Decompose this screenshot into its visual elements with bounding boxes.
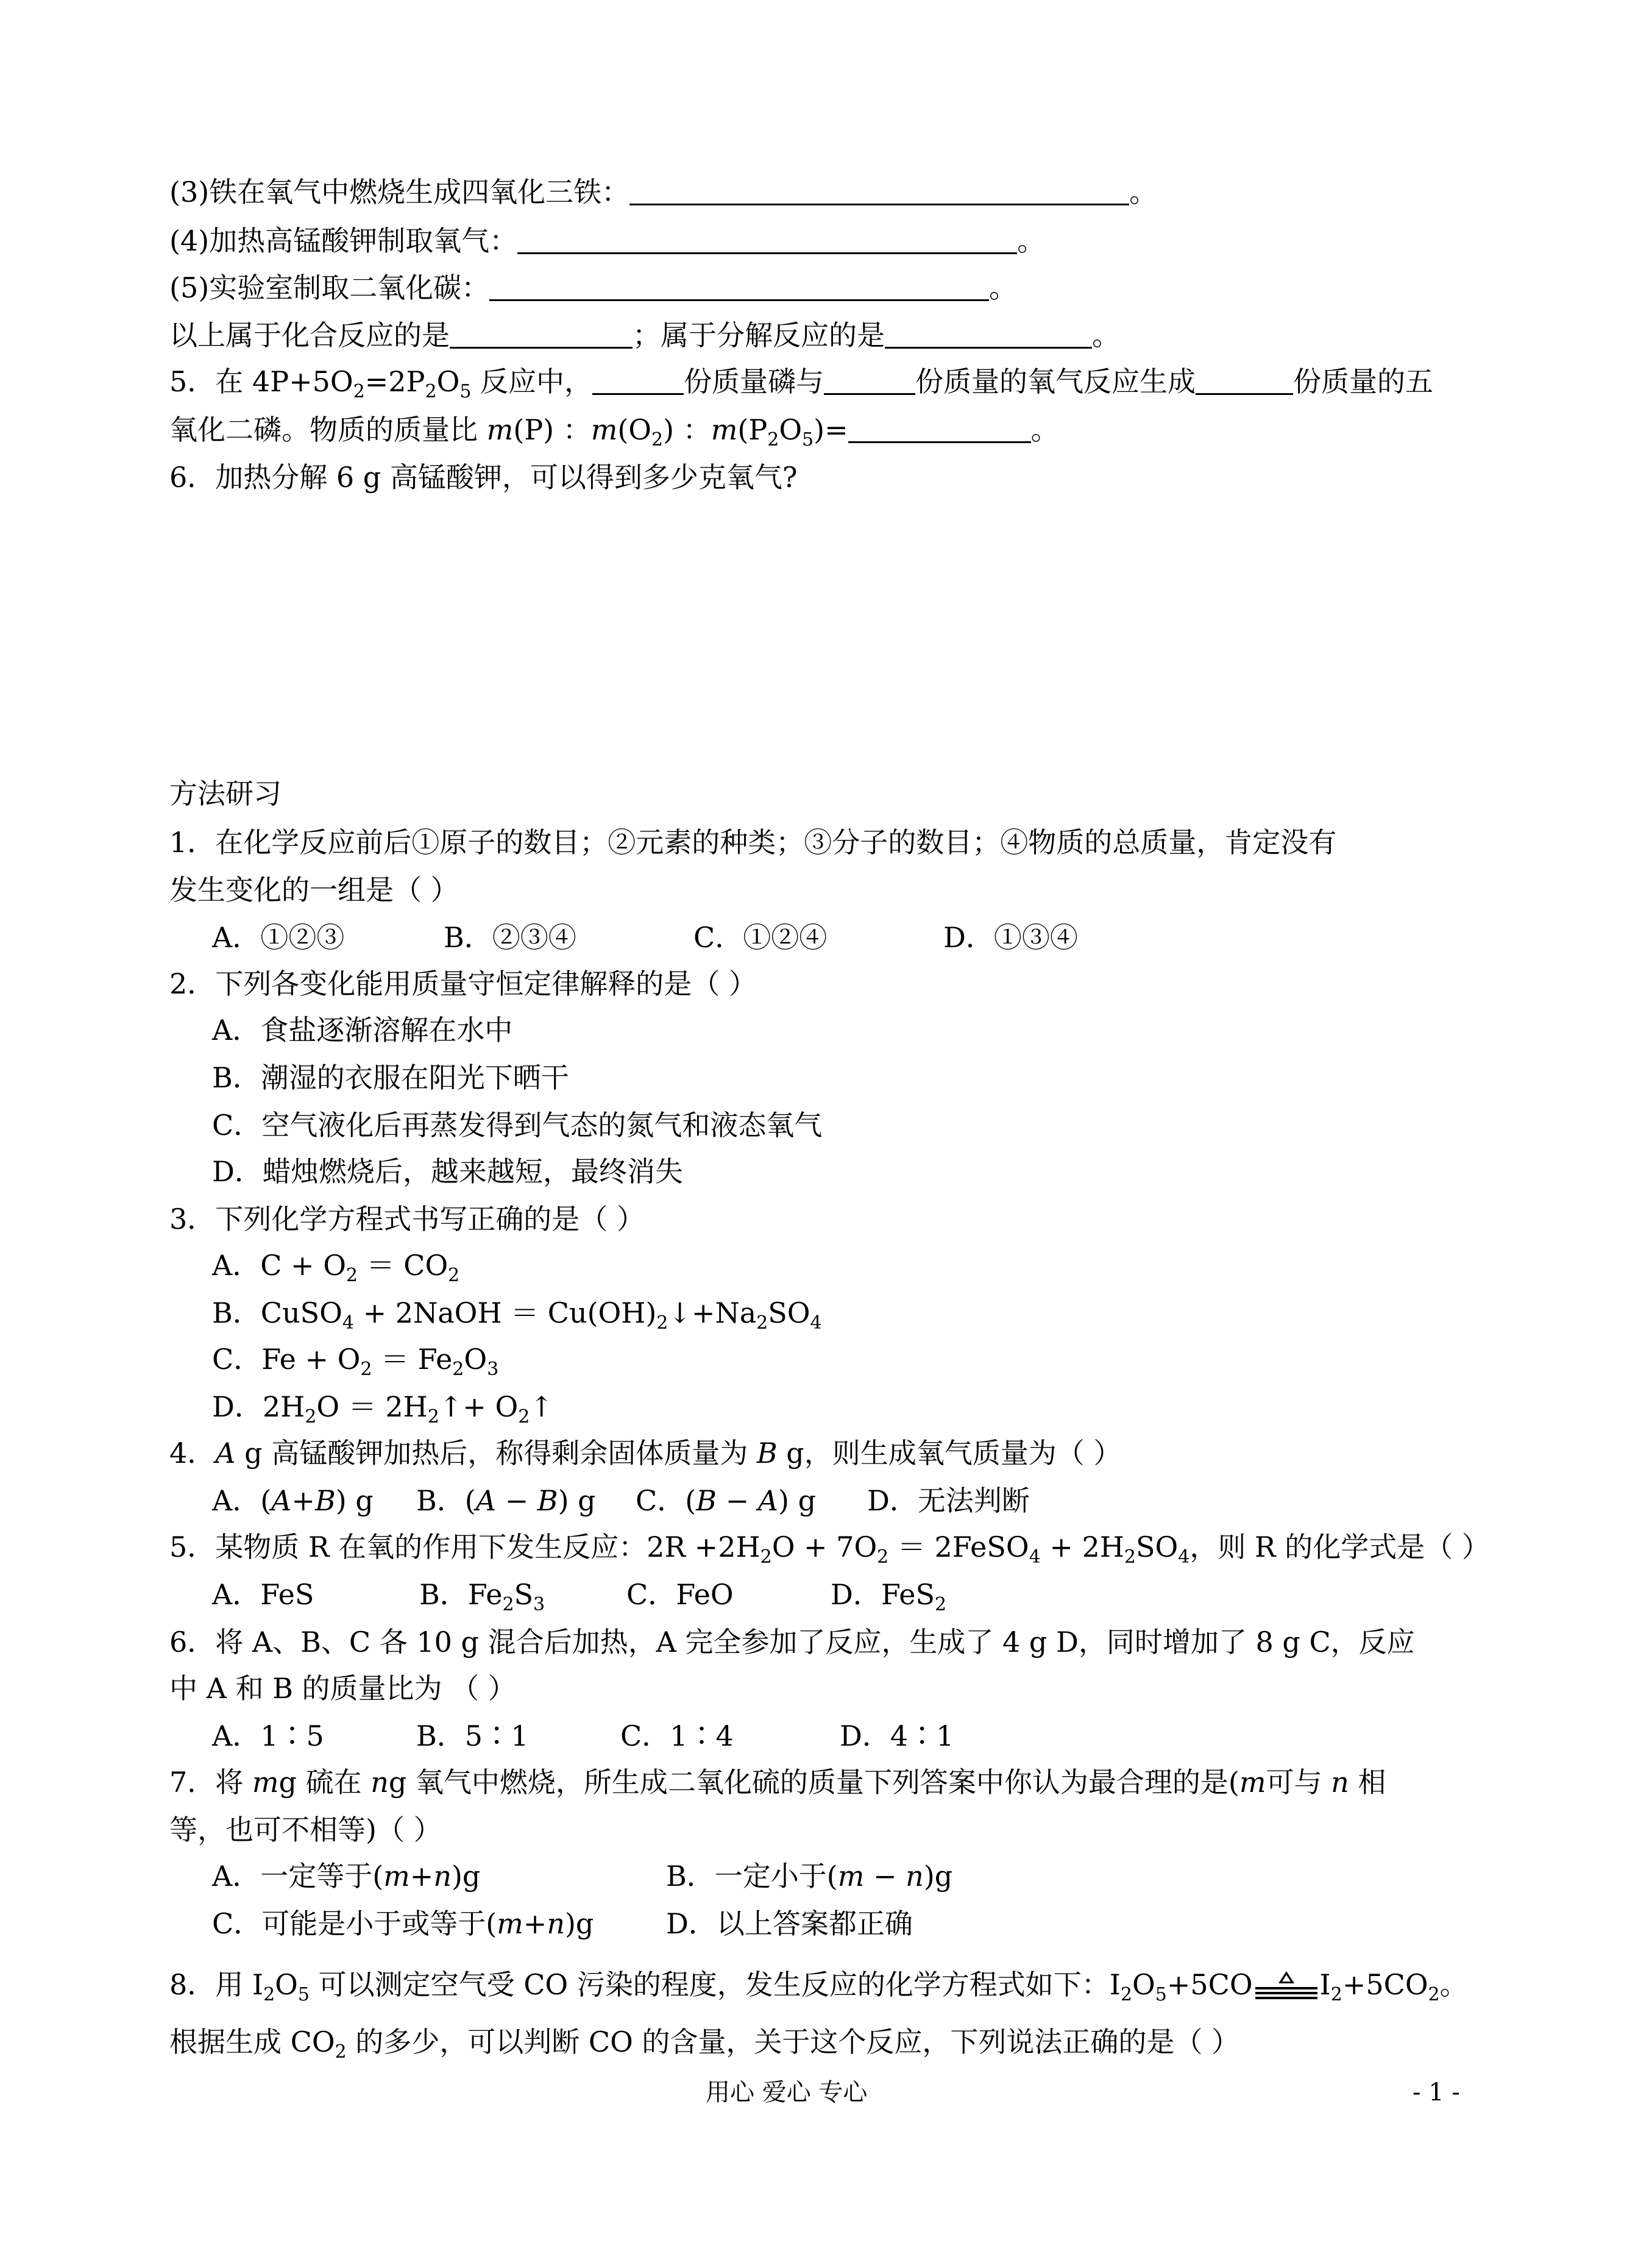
sub: 5 (1155, 1984, 1167, 2005)
close: )g (564, 1907, 594, 1940)
q6-top-text: 6．加热分解 6 g 高锰酸钾，可以得到多少克氧气? (169, 461, 798, 494)
var-b: B (314, 1484, 336, 1517)
d-pre: D．FeS (831, 1578, 935, 1611)
option-a[interactable] (212, 1482, 416, 1519)
m8-e: I (1319, 1968, 1331, 2001)
q4-summary (169, 317, 1120, 354)
m5-end: ，则 R 的化学式是（ ） (1190, 1530, 1490, 1563)
m4-stem1: g 高锰酸钾加热后，称得剩余固体质量为 (235, 1437, 757, 1470)
option-d[interactable] (831, 1576, 946, 1613)
var-b: B (696, 1484, 717, 1517)
item4-blank[interactable] (517, 228, 1017, 254)
m8-pre: 8．用 I (169, 1968, 264, 2001)
sub: 2 (502, 1594, 514, 1615)
m7-c: g 氧气中燃烧，所生成二氧化硫的质量下列答案中你认为最合理的是( (388, 1766, 1239, 1799)
option-d[interactable]: D．无法判断 (867, 1484, 1030, 1517)
m4-options (212, 1482, 1030, 1519)
m7-a: 7．将 (169, 1766, 252, 1799)
minus: − (495, 1484, 537, 1517)
m8-l2-post: 的多少，可以判断 CO 的含量，关于这个反应，下列说法正确的是（ ） (346, 2025, 1240, 2058)
plus: + (291, 1484, 315, 1517)
item3-label: (3)铁在氧气中燃烧生成四氧化三铁： (169, 176, 630, 208)
o2-close: ) ： (663, 413, 711, 446)
var-m: m (383, 1860, 410, 1893)
phosphorus-blank[interactable] (592, 369, 684, 395)
option-b[interactable] (419, 1576, 626, 1613)
m4-stem (169, 1435, 1121, 1471)
var-a: A (757, 1484, 778, 1517)
option-c[interactable]: C．FeO (626, 1578, 734, 1611)
m7-options-cd (212, 1905, 913, 1942)
sub: 2 (335, 2041, 347, 2063)
sub: 4 (1178, 1546, 1190, 1568)
m7-options-ab (212, 1858, 952, 1894)
p-part: (P) ： (513, 413, 591, 446)
m2-stem: 2．下列各变化能用质量守恒定律解释的是（ ） (169, 967, 757, 1000)
m8-g: 。 (1439, 1968, 1468, 2001)
p2o5-o: O (779, 413, 803, 446)
m7-e: 相 (1349, 1766, 1386, 1799)
sub: 5 (802, 429, 814, 450)
d-up2: ↑ (530, 1390, 553, 1423)
option-c[interactable]: C．空气液化后再蒸发得到气态的氮气和液态氧气 (212, 1109, 823, 1142)
opt-pre: A．( (212, 1484, 272, 1517)
sub: 2 (651, 429, 664, 450)
sub: 2 (1428, 1984, 1440, 2005)
minus: − (716, 1484, 758, 1517)
item5-blank[interactable] (489, 275, 989, 301)
m5-pre: 5．某物质 R 在氧的作用下发生反应：2R +2H (169, 1530, 760, 1563)
plus: + (523, 1907, 547, 1940)
sub: 4 (810, 1312, 822, 1334)
plus: + (410, 1860, 434, 1893)
q5-line2-text: 氧化二磷。物质的质量比 (169, 413, 487, 446)
footer-motto: 用心 爱心 专心 (706, 2078, 868, 2106)
option-b[interactable]: B．②③④ (444, 921, 576, 954)
b-so: SO (768, 1296, 810, 1329)
m6-line2: 中 A 和 B 的质量比为 （ ） (169, 1672, 516, 1705)
sub: 2 (346, 1265, 358, 1286)
option-d[interactable]: D．①③④ (943, 921, 1078, 954)
sub: 2 (877, 1546, 889, 1568)
seg3: 份质量的五 (1293, 365, 1434, 398)
m8-line2 (169, 2024, 1240, 2063)
item3-blank[interactable] (629, 179, 1129, 205)
opt-pre: C．可能是小于或等于( (212, 1907, 497, 1940)
option-a[interactable] (212, 1858, 666, 1894)
c-o: O (464, 1343, 488, 1376)
m1-options (212, 919, 1078, 956)
p2o5-close: )= (814, 413, 848, 446)
opt-pre: A．一定等于( (212, 1860, 384, 1893)
var-m: m (252, 1766, 279, 1799)
var-b: B (756, 1437, 778, 1470)
d-mid: O ＝ 2H (316, 1390, 428, 1423)
b-mid: + 2NaOH ＝ Cu(OH) (353, 1296, 657, 1329)
mass-symbol: m (590, 413, 618, 446)
m5-options (212, 1576, 946, 1613)
sub: 4 (1029, 1546, 1041, 1568)
m5-stem (169, 1529, 1490, 1568)
decomposition-blank[interactable] (885, 322, 1092, 349)
m7-b: g 硫在 (278, 1766, 371, 1799)
option-d[interactable]: D．蜡烛燃烧后，越来越短，最终消失 (212, 1155, 683, 1188)
q5-line1 (169, 363, 1433, 400)
sub: 2 (1124, 1546, 1136, 1568)
d-up1: ↑+ O (439, 1390, 519, 1423)
sub: 3 (487, 1359, 499, 1380)
m7-d: 可与 (1266, 1766, 1331, 1799)
option-b[interactable] (212, 1295, 822, 1334)
close: )g (451, 1860, 481, 1893)
mass-symbol: m (486, 413, 514, 446)
var-n: n (370, 1766, 389, 1799)
opt-close: ) g (558, 1484, 596, 1517)
m8-l2-pre: 根据生成 CO (169, 2025, 335, 2058)
a-pre: A．C + O (212, 1249, 346, 1282)
c-mid: ＝ Fe (372, 1343, 453, 1376)
m5-mid3: + 2H (1040, 1530, 1124, 1563)
q4-item5 (169, 269, 1017, 306)
option-d[interactable]: D．4∶1 (840, 1719, 954, 1752)
sub: 2 (425, 381, 437, 402)
m8-c: O (1132, 1968, 1155, 2001)
m5-mid2: ＝ 2FeSO (888, 1530, 1029, 1563)
item4-label: (4)加热高锰酸钾制取氧气： (169, 224, 518, 257)
var-n: n (547, 1907, 565, 1940)
b-pre: B．Fe (419, 1578, 503, 1611)
product-blank[interactable] (1196, 369, 1293, 395)
m1-line2: 发生变化的一组是（ ） (169, 873, 459, 906)
sub: 2 (1120, 1984, 1133, 2005)
m8-a: O (275, 1968, 298, 2001)
option-a[interactable]: A．①②③ (212, 921, 345, 954)
b-s: S (514, 1578, 534, 1611)
m8-d: +5CO (1166, 1968, 1253, 2001)
end-mark: 。 (1030, 413, 1059, 446)
m4-num: 4． (169, 1437, 216, 1470)
option-c[interactable] (212, 1341, 498, 1378)
sub: 2 (452, 1359, 464, 1380)
option-a[interactable]: A．食盐逐渐溶解在水中 (212, 1014, 513, 1047)
oxygen-blank[interactable] (824, 369, 915, 395)
m1-line1: 1．在化学反应前后①原子的数目；②元素的种类；③分子的数目；④物质的总质量，肯定没有 (169, 826, 1337, 859)
option-b[interactable] (666, 1858, 952, 1894)
var-a: A (475, 1484, 496, 1517)
m6-options (212, 1718, 954, 1754)
sub: 2 (448, 1265, 460, 1286)
option-d[interactable] (212, 1388, 553, 1425)
var-b: B (537, 1484, 558, 1517)
opt-pre: B．一定小于( (666, 1860, 838, 1893)
mass-symbol: m (711, 413, 738, 446)
sub: 4 (342, 1312, 354, 1334)
var-n: n (1331, 1766, 1349, 1799)
m3-stem: 3．下列化学方程式书写正确的是（ ） (169, 1203, 645, 1235)
end-mark: 。 (989, 271, 1018, 304)
summary-part1: 以上属于化合反应的是 (169, 319, 450, 352)
summary-part2: ；属于分解反应的是 (633, 319, 885, 352)
m8-b: 可以测定空气受 CO 污染的程度，发生反应的化学方程式如下：I (309, 1968, 1121, 2001)
option-b[interactable]: B．潮湿的衣服在阳光下晒干 (212, 1061, 569, 1094)
opt-pre: C．( (636, 1484, 697, 1517)
after-eq: 反应中， (471, 365, 593, 398)
var-m: m (837, 1860, 865, 1893)
option-b[interactable]: B．5∶1 (416, 1719, 529, 1752)
minus: − (864, 1860, 906, 1893)
close: )g (923, 1860, 953, 1893)
eq-o: O (436, 365, 460, 398)
sub: 2 (518, 1406, 530, 1427)
sub: 2 (305, 1406, 317, 1427)
end-mark: 。 (1092, 319, 1120, 352)
d-pre: D．2H (212, 1390, 305, 1423)
item5-label: (5)实验室制取二氧化碳： (169, 271, 490, 304)
option-a[interactable]: A．FeS (212, 1578, 314, 1611)
sub: 2 (427, 1406, 439, 1427)
m7-line2: 等，也可不相等)（ ） (169, 1813, 442, 1846)
seg1: 份质量磷与 (684, 365, 824, 398)
sub: 5 (297, 1984, 310, 2005)
mass-ratio-blank[interactable] (848, 417, 1031, 443)
end-mark: 。 (1129, 176, 1158, 208)
opt-close: ) g (778, 1484, 817, 1517)
q5-line2 (169, 411, 1059, 448)
option-c[interactable] (636, 1482, 867, 1519)
end-mark: 。 (1017, 224, 1046, 257)
option-c[interactable]: C．1∶4 (620, 1719, 734, 1752)
b-pre: B．CuSO (212, 1296, 342, 1329)
eq-mid: =2P (364, 365, 425, 398)
c-pre: C．Fe + O (212, 1343, 361, 1376)
o2-part: (O (617, 413, 652, 446)
var-n: n (433, 1860, 452, 1893)
m7-line1 (169, 1764, 1386, 1801)
q5-prefix: 5．在 4P+5O (169, 365, 353, 398)
m5-mid1: O + 7O (771, 1530, 878, 1563)
var-a: A (271, 1484, 292, 1517)
m6-line1: 6．将 A、B、C 各 10 g 混合后加热，A 完全参加了反应，生成了 4 g D，同时增加了 8 g C，反应 (169, 1626, 1415, 1658)
sub: 2 (360, 1359, 372, 1380)
opt-close: ) g (335, 1484, 374, 1517)
sub: 2 (935, 1594, 947, 1615)
var-m: m (497, 1907, 523, 1940)
a-mid: ＝ CO (358, 1249, 448, 1282)
b-arrow: ↓+Na (668, 1296, 757, 1329)
sub: 2 (767, 429, 779, 450)
m5-mid4: SO (1135, 1530, 1179, 1563)
var-m: m (1239, 1766, 1266, 1799)
sub: 2 (1330, 1984, 1342, 2005)
sub: 2 (263, 1984, 275, 2005)
m8-f: +5CO (1342, 1968, 1428, 2001)
p2o5-part: (P (737, 413, 768, 446)
option-b[interactable] (416, 1482, 636, 1519)
var-a: A (215, 1437, 236, 1470)
q4-item3 (169, 174, 1157, 210)
option-c[interactable]: C．①②④ (693, 921, 828, 954)
var-n: n (906, 1860, 924, 1893)
option-a[interactable] (212, 1247, 459, 1284)
opt-pre: B．( (416, 1484, 476, 1517)
sub: 2 (353, 381, 365, 402)
m8-line1 (169, 1966, 1468, 2004)
sub: 2 (756, 1312, 768, 1334)
sub: 3 (533, 1594, 545, 1615)
option-c[interactable] (212, 1905, 666, 1942)
sub: 2 (760, 1546, 772, 1568)
sub: 2 (656, 1312, 668, 1334)
m4-stem2: g，则生成氧气质量为（ ） (777, 1437, 1122, 1470)
option-d[interactable]: D．以上答案都正确 (666, 1907, 913, 1940)
option-a[interactable]: A．1∶5 (212, 1719, 324, 1752)
sub: 5 (459, 381, 472, 402)
page-number: - 1 - (1413, 2078, 1460, 2106)
seg2: 份质量的氧气反应生成 (915, 365, 1196, 398)
section-title: 方法研习 (169, 777, 282, 810)
heating-condition-icon (1253, 1968, 1320, 2004)
q4-item4 (169, 222, 1045, 259)
synthesis-blank[interactable] (450, 322, 633, 349)
